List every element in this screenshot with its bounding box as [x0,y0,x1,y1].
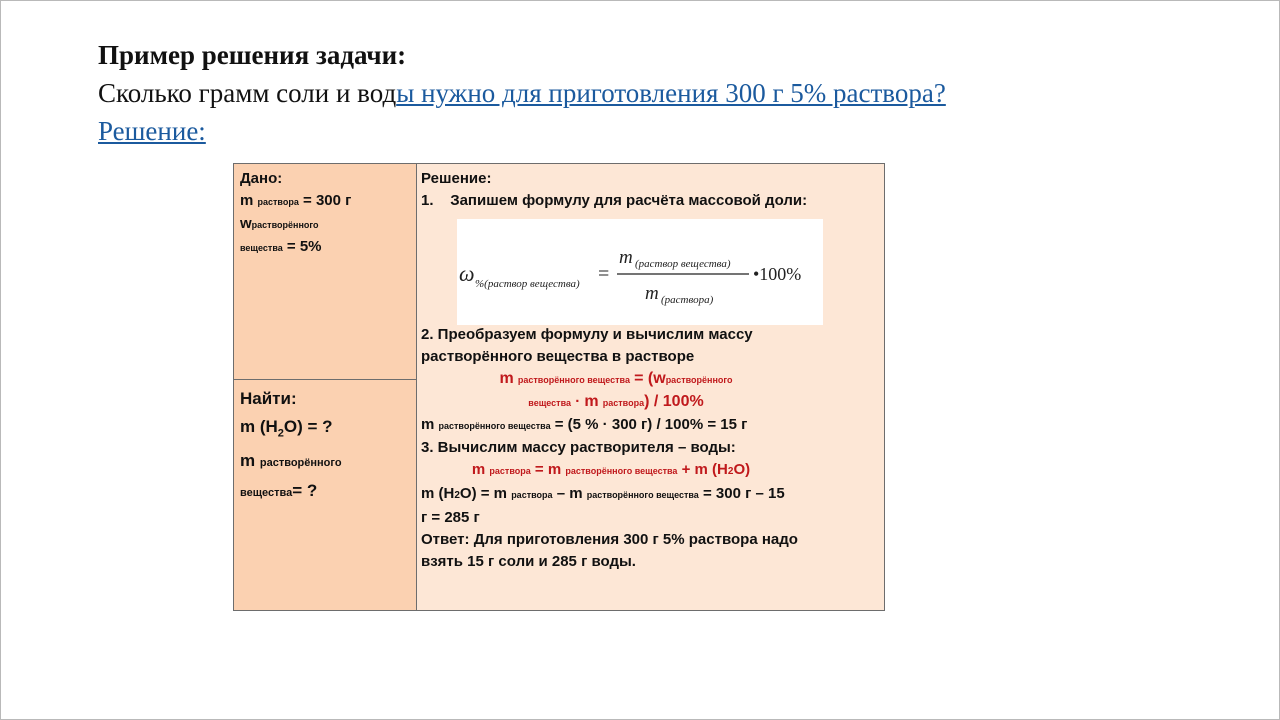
formula-num-sub: (раствор вещества) [635,258,731,270]
solution-label: Решение: [421,170,492,187]
solution-steps-2-3 [421,324,881,573]
answer-line-1: Ответ: Для приготовления 300 г 5% раствора надо [421,531,798,548]
formula-times: •100% [753,264,802,284]
given-label: Дано: [240,170,283,187]
formula-num-m: m [619,247,633,268]
red-formula-3: m раствора = m растворённого вещества + m (H2O) [471,461,751,478]
slide-title: Пример решения задачи: [98,40,407,70]
red-formula-1: m растворённого вещества = (wрастворённого [499,370,733,387]
step-3: 3. Вычислим массу растворителя – воды: [421,439,736,456]
solution-link[interactable]: Решение: [98,116,206,146]
given-fraction-line: wрастворённого [240,215,319,232]
formula-omega: ω [459,261,475,286]
find-solute-mass-cont: вещества= ? [240,481,318,501]
answer-line-2: взять 15 г соли и 285 г воды. [421,553,636,570]
water-calculation: m (H2O) = m раствора – m растворённого вещества = 300 г – 15 [421,485,785,502]
slide-heading [98,36,1198,150]
formula-svg [457,219,823,325]
problem-question [98,74,1198,112]
left-column [234,164,417,610]
find-cell [234,381,416,610]
solute-calculation: m растворённого вещества = (5 % · 300 г) / 100% = 15 г [421,416,748,433]
question-link[interactable]: ы нужно для приготовления 300 г 5% раствора? [396,78,946,108]
find-label: Найти: [240,389,297,408]
step-1: 1. Запишем формулу для расчёта массовой доли: [421,192,808,209]
formula-den-m: m [645,283,659,304]
step-2-line-2: растворённого вещества в растворе [421,348,695,365]
find-water-mass: m $(H_2O)$ = ? [240,417,333,440]
solution-table [233,163,885,611]
formula-den-sub: (раствора) [661,294,714,306]
formula-equals: = [598,263,610,285]
water-calculation-cont: г = 285 г [421,509,480,526]
red-formula-2: вещества · m раствора) / 100% [528,393,704,410]
formula-omega-sub: %(раствор вещества) [475,278,580,290]
given-cell [234,164,416,380]
find-solute-mass: m растворённого [240,451,342,471]
given-fraction-value: вещества = 5% [240,238,322,255]
question-part-1: Сколько грамм соли и вод [98,78,397,108]
mass-fraction-formula [457,219,823,325]
step-2-line-1: 2. Преобразуем формулу и вычислим массу [421,326,753,343]
given-mass-solution: m раствора = 300 г [240,192,352,209]
